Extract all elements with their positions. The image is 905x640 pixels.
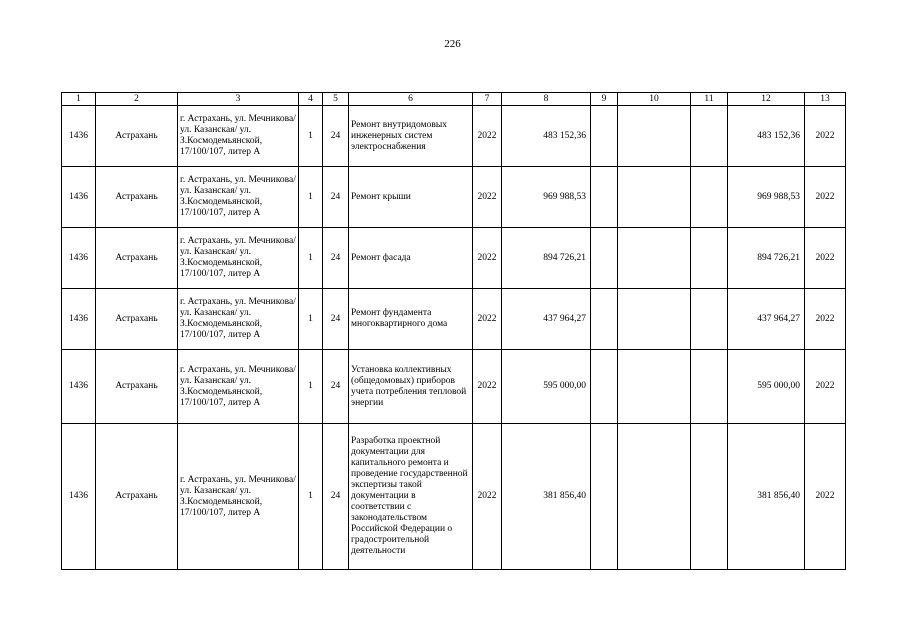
col9-cell (591, 167, 618, 228)
col4-cell: 1 (299, 424, 323, 570)
year-cell: 2022 (473, 289, 502, 350)
col4-cell: 1 (299, 289, 323, 350)
col5-cell: 24 (323, 350, 349, 424)
table-row (62, 350, 846, 424)
col11-cell (691, 228, 728, 289)
col9-cell (591, 106, 618, 167)
col5-cell: 24 (323, 106, 349, 167)
col4-cell: 1 (299, 167, 323, 228)
address-cell: г. Астрахань, ул. Мечникова/ ул. Казанская/ ул. З.Космодемьянской, 17/100/107, литер А (178, 289, 299, 350)
year-cell: 2022 (473, 106, 502, 167)
city-cell: Астрахань (96, 350, 178, 424)
row-number: 1436 (62, 167, 96, 228)
page-number: 226 (444, 38, 461, 50)
header-cell: 7 (473, 93, 502, 106)
header-cell: 9 (591, 93, 618, 106)
row-number: 1436 (62, 228, 96, 289)
work-type-cell: Разработка проектной документации для капитального ремонта и проведение государственной экспертизы такой документации в соответствии с законодательством Российской Федерации о градостроительной деятельности (349, 424, 473, 570)
col11-cell (691, 424, 728, 570)
cost-cell: 437 964,27 (502, 289, 591, 350)
city-cell: Астрахань (96, 167, 178, 228)
city-cell: Астрахань (96, 228, 178, 289)
cost-cell: 595 000,00 (502, 350, 591, 424)
col11-cell (691, 350, 728, 424)
col11-cell (691, 167, 728, 228)
row-number: 1436 (62, 424, 96, 570)
header-cell: 10 (618, 93, 691, 106)
city-cell: Астрахань (96, 424, 178, 570)
end-year-cell: 2022 (805, 350, 846, 424)
header-cell: 6 (349, 93, 473, 106)
address-cell: г. Астрахань, ул. Мечникова/ ул. Казанская/ ул. З.Космодемьянской, 17/100/107, литер А (178, 106, 299, 167)
year-cell: 2022 (473, 350, 502, 424)
header-cell: 13 (805, 93, 846, 106)
col9-cell (591, 350, 618, 424)
cost-cell: 894 726,21 (502, 228, 591, 289)
col11-cell (691, 289, 728, 350)
col10-cell (618, 106, 691, 167)
end-year-cell: 2022 (805, 289, 846, 350)
city-cell: Астрахань (96, 289, 178, 350)
col10-cell (618, 228, 691, 289)
end-year-cell: 2022 (805, 167, 846, 228)
address-cell: г. Астрахань, ул. Мечникова/ ул. Казанская/ ул. З.Космодемьянской, 17/100/107, литер А (178, 228, 299, 289)
row-number: 1436 (62, 289, 96, 350)
year-cell: 2022 (473, 228, 502, 289)
header-cell: 11 (691, 93, 728, 106)
col5-cell: 24 (323, 289, 349, 350)
header-row (62, 93, 846, 106)
col11-cell (691, 106, 728, 167)
col5-cell: 24 (323, 228, 349, 289)
table-row (62, 106, 846, 167)
year-cell: 2022 (473, 424, 502, 570)
row-number: 1436 (62, 106, 96, 167)
work-type-cell: Ремонт внутридомовых инженерных систем электроснабжения (349, 106, 473, 167)
total-cell: 595 000,00 (728, 350, 805, 424)
col10-cell (618, 289, 691, 350)
header-cell: 5 (323, 93, 349, 106)
col9-cell (591, 424, 618, 570)
row-number: 1436 (62, 350, 96, 424)
col5-cell: 24 (323, 167, 349, 228)
col4-cell: 1 (299, 350, 323, 424)
col5-cell: 24 (323, 424, 349, 570)
header-cell: 3 (178, 93, 299, 106)
total-cell: 437 964,27 (728, 289, 805, 350)
year-cell: 2022 (473, 167, 502, 228)
col10-cell (618, 350, 691, 424)
col9-cell (591, 228, 618, 289)
header-cell: 8 (502, 93, 591, 106)
table-row (62, 228, 846, 289)
table-row (62, 289, 846, 350)
work-type-cell: Установка коллективных (общедомовых) приборов учета потребления тепловой энергии (349, 350, 473, 424)
cost-cell: 969 988,53 (502, 167, 591, 228)
col4-cell: 1 (299, 106, 323, 167)
header-cell: 2 (96, 93, 178, 106)
col9-cell (591, 289, 618, 350)
work-type-cell: Ремонт фундамента многоквартирного дома (349, 289, 473, 350)
total-cell: 483 152,36 (728, 106, 805, 167)
work-type-cell: Ремонт фасада (349, 228, 473, 289)
col4-cell: 1 (299, 228, 323, 289)
end-year-cell: 2022 (805, 106, 846, 167)
city-cell: Астрахань (96, 106, 178, 167)
work-type-cell: Ремонт крыши (349, 167, 473, 228)
table-row (62, 424, 846, 570)
address-cell: г. Астрахань, ул. Мечникова/ ул. Казанская/ ул. З.Космодемьянской, 17/100/107, литер А (178, 350, 299, 424)
address-cell: г. Астрахань, ул. Мечникова/ ул. Казанская/ ул. З.Космодемьянской, 17/100/107, литер А (178, 167, 299, 228)
header-cell: 4 (299, 93, 323, 106)
col10-cell (618, 424, 691, 570)
total-cell: 381 856,40 (728, 424, 805, 570)
col10-cell (618, 167, 691, 228)
cost-cell: 381 856,40 (502, 424, 591, 570)
total-cell: 894 726,21 (728, 228, 805, 289)
table-row (62, 167, 846, 228)
address-cell: г. Астрахань, ул. Мечникова/ ул. Казанская/ ул. З.Космодемьянской, 17/100/107, литер А (178, 424, 299, 570)
header-cell: 1 (62, 93, 96, 106)
header-cell: 12 (728, 93, 805, 106)
repair-program-table (61, 92, 846, 570)
end-year-cell: 2022 (805, 228, 846, 289)
end-year-cell: 2022 (805, 424, 846, 570)
total-cell: 969 988,53 (728, 167, 805, 228)
cost-cell: 483 152,36 (502, 106, 591, 167)
